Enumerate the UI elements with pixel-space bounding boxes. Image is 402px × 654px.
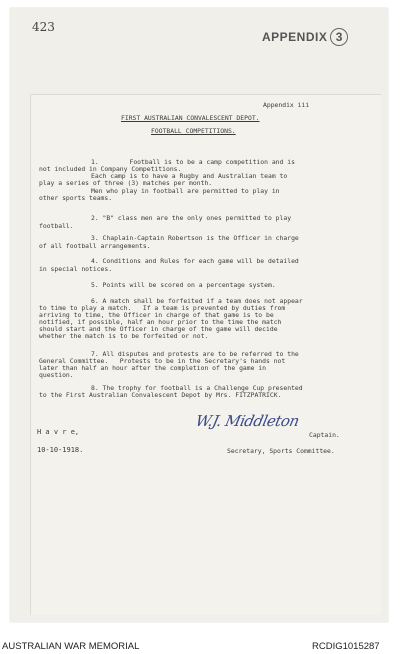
paragraph-3-line-2: of all football arrangements. <box>39 242 151 250</box>
signatory-rank: Captain. <box>309 431 340 439</box>
paragraph-8-line-2: to the First Australian Convalescent Depot by Mrs. FITZPATRICK. <box>39 391 282 399</box>
paragraph-1-line-6: other sports teams. <box>39 194 113 202</box>
paragraph-1-line-3: Each camp is to have a Rugby and Australian team to <box>91 172 288 180</box>
paragraph-1-line-5: Men who play in football are permitted to play in <box>91 187 280 195</box>
paragraph-8: 8. The trophy for football is a Challenge Cup presented <box>91 384 303 392</box>
paragraph-3: 3. Chaplain-Captain Robertson is the Officer in charge <box>91 234 299 242</box>
paragraph-7-line-4: question. <box>39 371 74 379</box>
appendix-stamp <box>262 28 348 46</box>
paragraph-6-line-5: should start and the Officer in charge of the game will decide <box>39 325 278 333</box>
place-label: H a v r e, <box>37 428 80 436</box>
paragraph-6-line-6: whether the match is to be forfeited or not. <box>39 332 209 340</box>
footer-archive-name: AUSTRALIAN WAR MEMORIAL <box>2 641 140 652</box>
paragraph-7: 7. All disputes and protests are to be referred to the <box>91 350 299 358</box>
appendix-stamp-label: APPENDIX <box>262 30 328 44</box>
paragraph-5: 5. Points will be scored on a percentage system. <box>91 281 276 289</box>
paragraph-1-line-4: play a series of three (3) matches per month. <box>39 179 213 187</box>
page-number: 423 <box>32 20 55 34</box>
letter-sheet <box>30 94 381 615</box>
paragraph-2: 2. "B" class men are the only ones permitted to play <box>91 214 292 222</box>
handwritten-signature: W.J. Middleton <box>194 412 301 430</box>
paragraph-1: 1. Football is to be a camp competition and is <box>91 158 295 166</box>
paragraph-6: 6. A match shall be forfeited if a team does not appear <box>91 297 303 305</box>
paragraph-1-line-2: not included in Company Competitions. <box>39 165 182 173</box>
paragraph-6-line-4: notified, if possible, half an hour prior to the time the match <box>39 318 282 326</box>
document-subheading: FOOTBALL COMPETITIONS. <box>151 127 236 135</box>
paragraph-7-line-2: General Committee. Protests to be in the Secretary's hands not <box>39 357 286 365</box>
paragraph-6-line-3: arriving to time, the Officer in charge of that game is to be <box>39 311 274 319</box>
document-heading: FIRST AUSTRALIAN CONVALESCENT DEPOT. <box>121 114 260 122</box>
appendix-stamp-number: 3 <box>330 28 348 46</box>
paragraph-4: 4. Conditions and Rules for each game will be detailed <box>91 257 299 265</box>
paragraph-2-line-2: football. <box>39 222 74 230</box>
date-label: 10-10-1918. <box>37 446 84 454</box>
paragraph-6-line-2: to time to play a match. If a team is prevented by duties from <box>39 304 286 312</box>
appendix-label: Appendix iii <box>263 101 310 109</box>
paragraph-7-line-3: later than half an hour after the completion of the game in <box>39 364 267 372</box>
footer-record-id: RCDIG1015287 <box>312 641 380 652</box>
paragraph-4-line-2: in special notices. <box>39 265 113 273</box>
signatory-role: Secretary, Sports Committee. <box>227 447 335 455</box>
